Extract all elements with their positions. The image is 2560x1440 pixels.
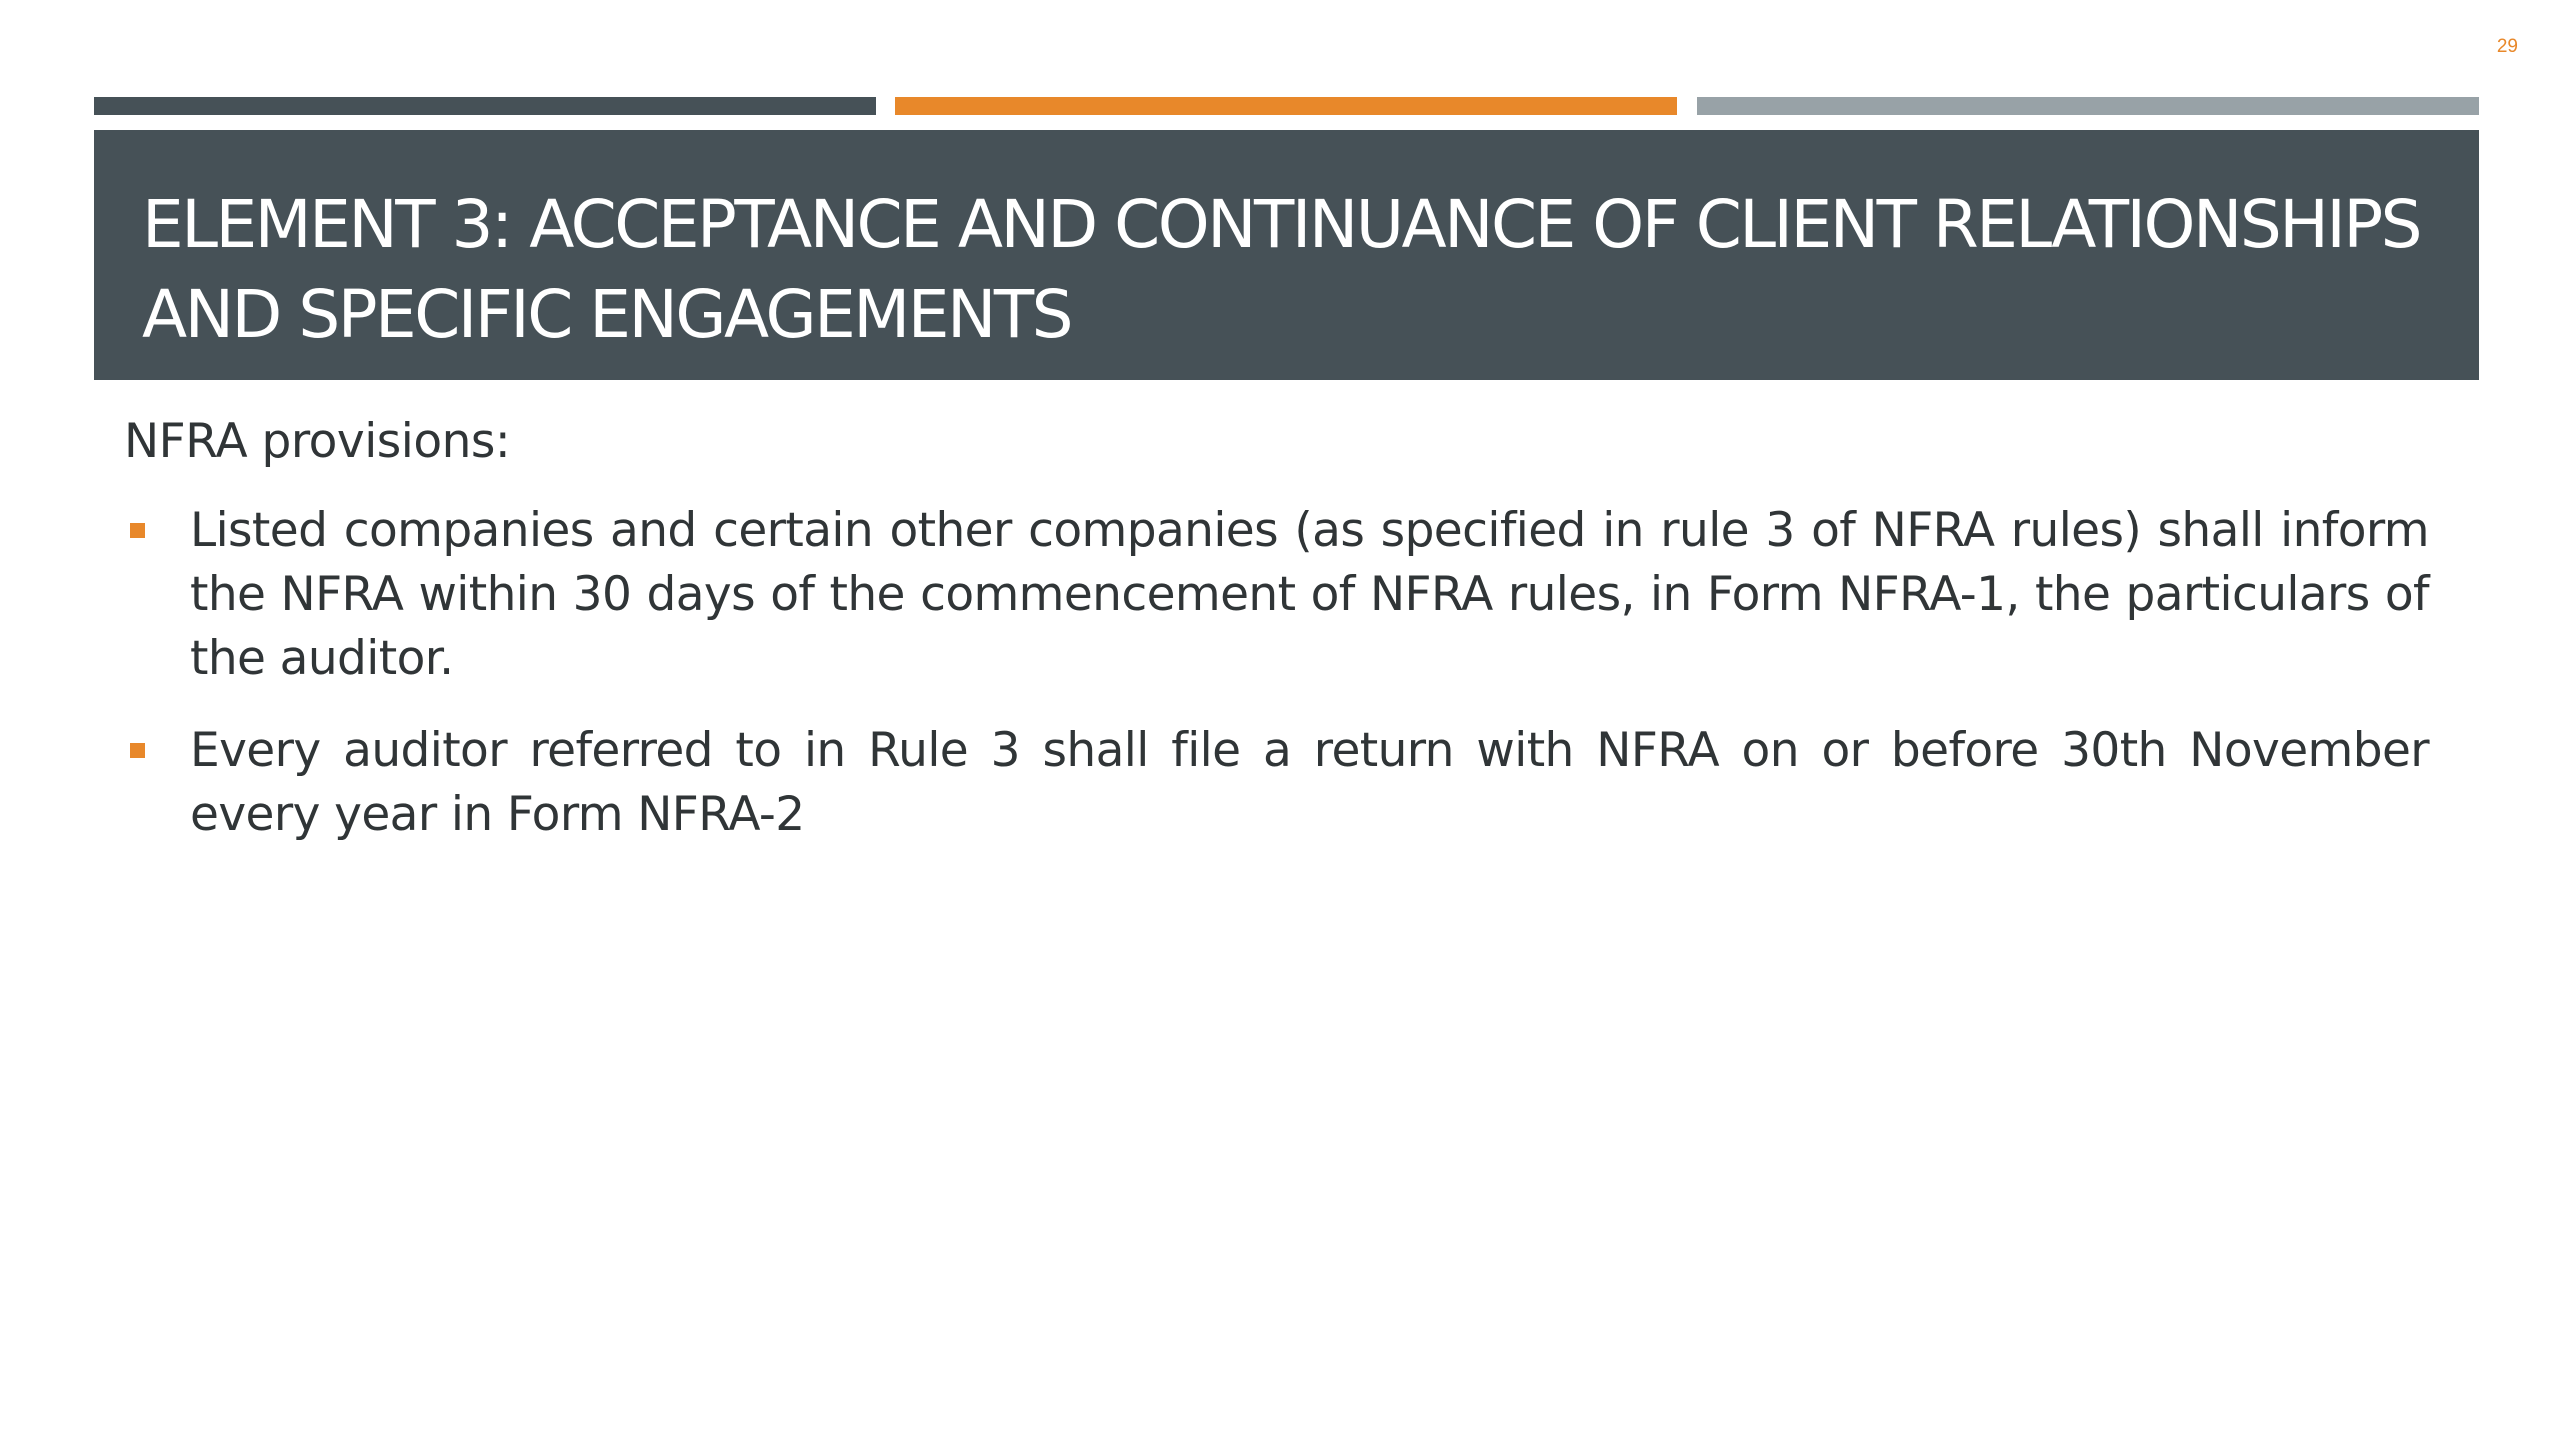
accent-bar-gray: [1697, 97, 2479, 115]
page-number: 29: [2496, 36, 2518, 57]
slide-title: ELEMENT 3: ACCEPTANCE AND CONTINUANCE OF CLIENT RELATIONSHIPS AND SPECIFIC ENGAGEMENTS: [142, 186, 2421, 353]
square-bullet-icon: [130, 523, 145, 538]
bullet-text: Listed companies and certain other companies (as specified in rule 3 of NFRA rules) shall inform the NFRA within 30 days of the commencement of NFRA rules, in Form NFRA-1, the particulars of the auditor.: [190, 503, 2429, 686]
title-banner: [94, 130, 2479, 380]
bullet-item: [124, 719, 2429, 847]
accent-bar-orange: [895, 97, 1677, 115]
slide-body: [124, 410, 2429, 875]
bullet-item: [124, 499, 2429, 691]
bullet-text: Every auditor referred to in Rule 3 shall file a return with NFRA on or before 30th November every year in Form NFRA-2: [190, 723, 2429, 842]
intro-text: NFRA provisions:: [124, 414, 511, 469]
accent-bar-dark: [94, 97, 876, 115]
square-bullet-icon: [130, 743, 145, 758]
bullet-list: [124, 499, 2429, 847]
